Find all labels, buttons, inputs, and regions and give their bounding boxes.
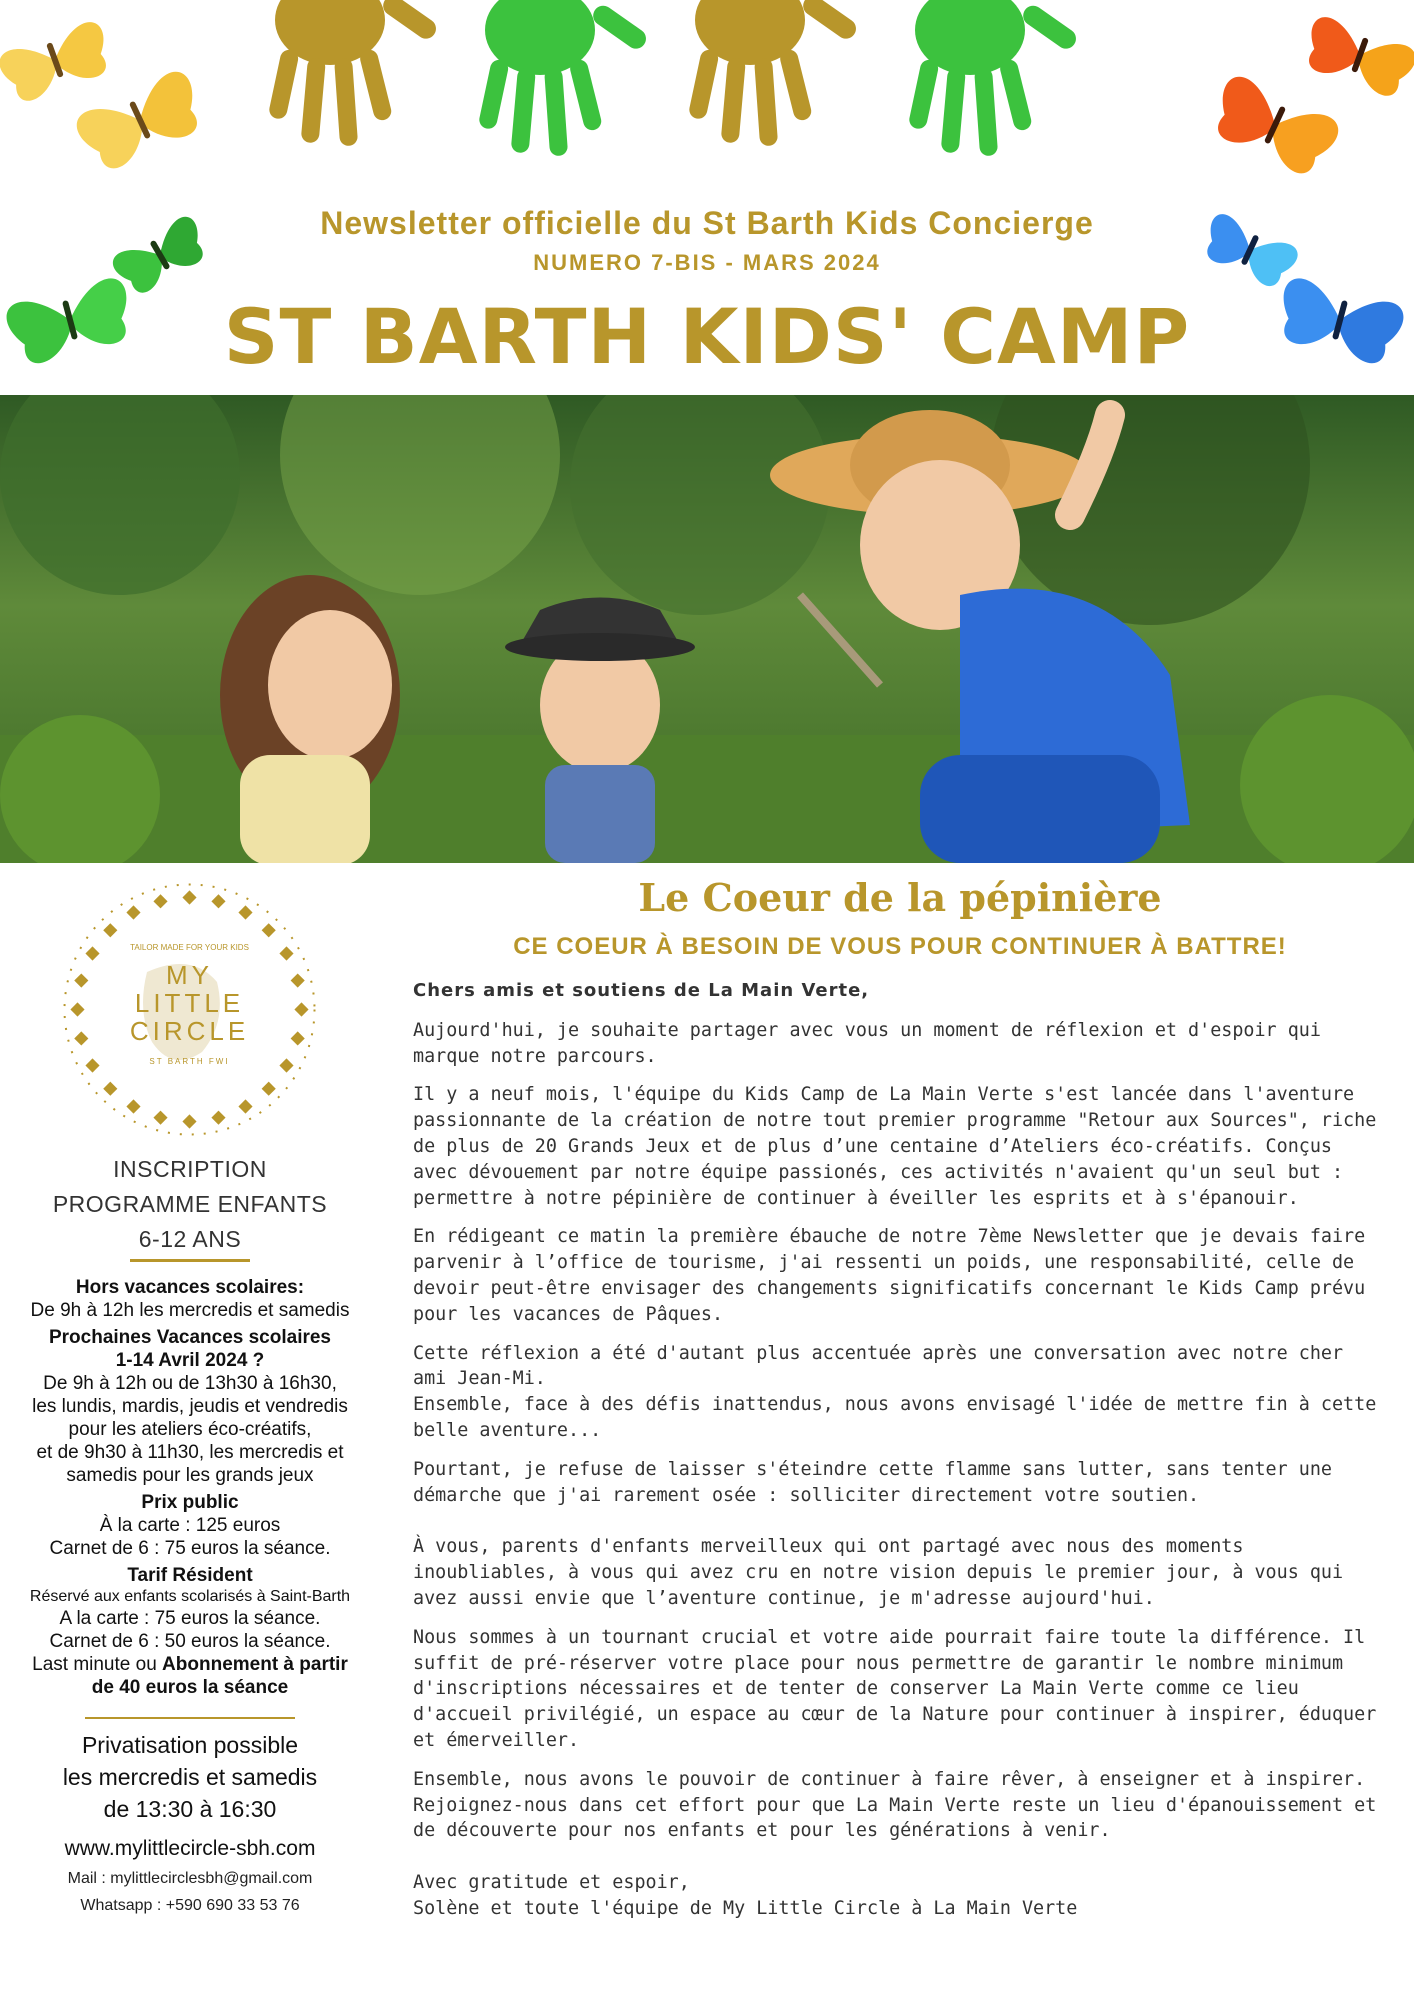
logo-diamond bbox=[279, 1058, 293, 1072]
logo-diamond bbox=[294, 1002, 308, 1016]
issue-number: NUMERO 7-BIS - MARS 2024 bbox=[533, 250, 881, 275]
paragraph: À vous, parents d'enfants merveilleux qui ont partagé avec nous des moments inoubliables, à vous qui avez cru en notre vision depuis le premier jour, à vous qui avez aussi envie que l’aventure continue, je m'adresse aujourd'hui. bbox=[413, 1536, 1344, 1609]
email-contact[interactable]: Mail : mylittlecirclesbh@gmail.com bbox=[67, 1870, 313, 1887]
butterfly-icon bbox=[0, 18, 116, 106]
paragraph: Ensemble, nous avons le pouvoir de continuer à faire rêver, à enseigner et à inspirer. Rejoignez-nous dans cet effort pour que La Main Verte reste un lieu d'épanouissement et de découverte pour nos enfants et pour les générations à venir. bbox=[413, 1768, 1377, 1842]
vacances-text-4: et de 9h30 à 11h30, les mercredis et bbox=[36, 1442, 344, 1463]
logo-line-1: MY bbox=[166, 960, 213, 990]
butterfly-icon bbox=[72, 67, 210, 177]
privatisation-1: Privatisation possible bbox=[81, 1732, 299, 1758]
article-subtitle: CE COEUR À BESOIN DE VOUS POUR CONTINUER À BATTRE! bbox=[513, 933, 1287, 960]
divider bbox=[130, 1259, 250, 1262]
logo-diamond bbox=[85, 1058, 99, 1072]
logo-diamond bbox=[74, 1031, 88, 1045]
closing-line-1: Avec gratitude et espoir, bbox=[413, 1872, 690, 1894]
vacances-title-1: Prochaines Vacances scolaires bbox=[48, 1327, 331, 1348]
hero-photo bbox=[0, 395, 1414, 863]
website-link[interactable]: www.mylittlecircle-sbh.com bbox=[64, 1837, 316, 1860]
handprint-green-2 bbox=[908, 0, 1080, 156]
logo-diamond bbox=[291, 1031, 305, 1045]
paragraph: Cette réflexion a été d'autant plus accentuée après une conversation avec notre cher ami Jean-Mi. Ensemble, face à des défis inattendus, nous avons envisagé l'idée de mettre fin à cette belle aventure... bbox=[413, 1342, 1377, 1441]
resident-line-2: Carnet de 6 : 50 euros la séance. bbox=[49, 1631, 331, 1652]
age-range: 6-12 ANS bbox=[138, 1226, 242, 1252]
logo-diamond bbox=[279, 946, 293, 960]
logo-diamond bbox=[103, 923, 117, 937]
prix-title: Prix public bbox=[141, 1492, 239, 1513]
my-little-circle-logo bbox=[52, 872, 327, 1147]
inscription-heading: INSCRIPTION bbox=[113, 1156, 267, 1182]
logo-diamond bbox=[262, 1082, 276, 1096]
newsletter-kicker: Newsletter officielle du St Barth Kids Concierge bbox=[320, 205, 1094, 241]
logo-diamond bbox=[182, 1114, 196, 1128]
logo-line-2: LITTLE bbox=[134, 988, 245, 1018]
handprints-decoration bbox=[250, 0, 1200, 200]
butterfly-icon bbox=[1299, 13, 1414, 101]
vacances-text-3: pour les ateliers éco-créatifs, bbox=[68, 1419, 312, 1440]
prix-line-1: À la carte : 125 euros bbox=[99, 1515, 281, 1536]
paragraph: Aujourd'hui, je souhaite partager avec vous un moment de réflexion et d'espoir qui marque notre parcours. bbox=[413, 1019, 1321, 1067]
programme-heading: PROGRAMME ENFANTS bbox=[52, 1191, 328, 1217]
logo-diamond bbox=[238, 905, 252, 919]
resident-title: Tarif Résident bbox=[127, 1565, 253, 1586]
paragraph: Il y a neuf mois, l'équipe du Kids Camp de La Main Verte s'est lancée dans l'aventure passionnante de la création de notre tout premier programme "Retour aux Sources", riche de plus de 20 Grands Jeux et de plus d’une centaine d’Ateliers éco-créatifs. Conçus avec dévouement par notre équipe passionés, ces activités n'avaient qu'un seul but : permettre à notre pépinière de continuer à éveiller les esprits et à s'épanouir. bbox=[413, 1084, 1377, 1209]
resident-line-1: A la carte : 75 euros la séance. bbox=[59, 1608, 321, 1629]
vacances-title-2: 1-14 Avril 2024 ? bbox=[115, 1350, 265, 1371]
handprint-green-1 bbox=[478, 0, 650, 156]
privatisation-3: de 13:30 à 16:30 bbox=[103, 1796, 277, 1822]
whatsapp-contact[interactable]: Whatsapp : +590 690 33 53 76 bbox=[80, 1897, 300, 1914]
vacances-text-5: samedis pour les grands jeux bbox=[66, 1465, 314, 1486]
logo-diamond bbox=[103, 1082, 117, 1096]
greeting: Chers amis et soutiens de La Main Verte, bbox=[413, 980, 870, 1001]
resident-line-4: de 40 euros la séance bbox=[91, 1677, 289, 1698]
logo-diamond bbox=[126, 905, 140, 919]
logo-diamond bbox=[238, 1099, 252, 1113]
page-title: ST BARTH KIDS' CAMP bbox=[223, 292, 1191, 381]
logo-diamond bbox=[182, 890, 196, 904]
logo-diamond bbox=[153, 1111, 167, 1125]
divider bbox=[85, 1717, 295, 1719]
children-garden-illustration bbox=[0, 395, 1414, 863]
prix-line-2: Carnet de 6 : 75 euros la séance. bbox=[49, 1538, 331, 1559]
privatisation-2: les mercredis et samedis bbox=[62, 1764, 318, 1790]
vacances-text-2: les lundis, mardis, jeudis et vendredis bbox=[32, 1396, 348, 1417]
logo-diamond bbox=[153, 894, 167, 908]
resident-note: Réservé aux enfants scolarisés à Saint-Barth bbox=[29, 1588, 351, 1605]
logo-tagline: TAILOR MADE FOR YOUR KIDS bbox=[130, 943, 249, 952]
logo-line-3: CIRCLE bbox=[129, 1016, 250, 1046]
paragraph: Nous sommes à un tournant crucial et votre aide pourrait faire toute la différence. Il suffit de pré-réserver votre place pour nous permettre de garantir le nombre minimum d'inscriptions nécessaires et de tenter de conserver La Main Verte comme ce lieu d'accueil privilégié, un espace au cœur de la Nature pour continuer à inspirer, éduquer et émerveiller. bbox=[413, 1626, 1377, 1751]
resident-line-3a: Last minute ou bbox=[32, 1654, 163, 1675]
hors-title: Hors vacances scolaires: bbox=[75, 1277, 305, 1298]
logo-diamond bbox=[85, 946, 99, 960]
resident-line-3b: Abonnement à partir bbox=[162, 1654, 348, 1675]
handprint-gold-1 bbox=[268, 0, 440, 146]
paragraph: En rédigeant ce matin la première ébauche de notre 7ème Newsletter que je devais faire parvenir à l’office de tourisme, j'ai ressenti un poids, une responsabilité, celle de devoir peut-être envisager des changements significatifs concernant le Kids Camp prévu pour les vacances de Pâques. bbox=[413, 1226, 1366, 1325]
logo-diamond bbox=[262, 923, 276, 937]
closing-line-2: Solène et toute l'équipe de My Little Circle à La Main Verte bbox=[413, 1897, 1078, 1919]
logo-diamond bbox=[211, 894, 225, 908]
logo-diamond bbox=[211, 1111, 225, 1125]
vacances-text-1: De 9h à 12h ou de 13h30 à 16h30, bbox=[43, 1373, 337, 1394]
article-body bbox=[413, 978, 1383, 1922]
logo-diamond bbox=[126, 1099, 140, 1113]
sidebar bbox=[0, 1152, 380, 1919]
closing bbox=[413, 1870, 1383, 1922]
logo-diamond bbox=[291, 973, 305, 987]
handprint-gold-2 bbox=[688, 0, 860, 146]
logo-place: ST BARTH FWI bbox=[149, 1057, 230, 1066]
logo-diamond bbox=[74, 973, 88, 987]
paragraph: Pourtant, je refuse de laisser s'éteindre cette flamme sans lutter, sans tenter une démarche que j'ai rarement osée : solliciter directement votre soutien. bbox=[413, 1458, 1332, 1506]
logo-diamond bbox=[70, 1002, 84, 1016]
hors-text: De 9h à 12h les mercredis et samedis bbox=[30, 1300, 350, 1321]
article-title: Le Coeur de la pépinière bbox=[638, 875, 1162, 920]
butterfly-icon bbox=[1205, 72, 1343, 182]
